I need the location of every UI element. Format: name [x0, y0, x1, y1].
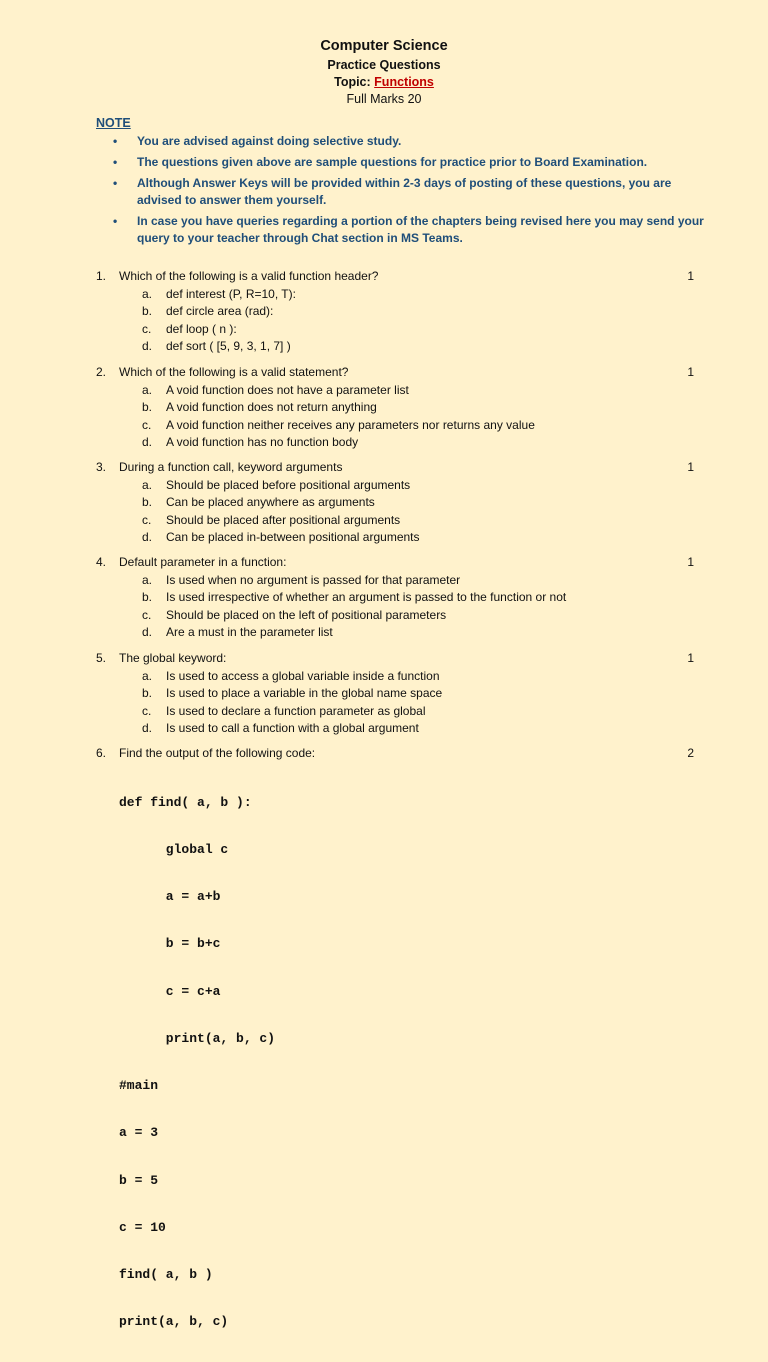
option-item: d. Is used to call a function with a global argument: [142, 721, 419, 736]
question-text: Find the output of the following code:: [119, 746, 316, 760]
option-item: c. Should be placed after positional arguments: [142, 512, 401, 527]
note-item: • The questions given above are sample questions for practice prior to Board Examination.: [113, 155, 648, 169]
option-item: b. Can be placed anywhere as arguments: [142, 495, 375, 510]
option-list: [142, 572, 662, 642]
question-text: Which of the following is a valid function header?: [119, 269, 379, 283]
question-number: 1.: [96, 269, 107, 283]
note-heading: NOTE: [96, 116, 131, 130]
option-item: b. Is used to place a variable in the global name space: [142, 686, 443, 701]
topic-label: Topic:: [334, 75, 371, 89]
option-item: a. Is used to access a global variable inside a function: [142, 668, 440, 683]
option-list: [142, 477, 662, 547]
code-line: b = b+c: [119, 936, 221, 952]
bullet-icon: •: [113, 214, 118, 228]
option-list: [142, 382, 662, 452]
note-item: • In case you have queries regarding a portion of the chapters being revised here you may send your query to your teacher through Chat section in MS Teams.: [113, 214, 704, 245]
option-item: c. def loop ( n ):: [142, 321, 237, 336]
question-marks: 1: [687, 460, 694, 474]
full-marks: Full Marks 20: [346, 92, 422, 106]
question-marks: 1: [687, 651, 694, 665]
code-line: print(a, b, c): [119, 1314, 229, 1330]
document-title: Computer Science: [320, 38, 448, 54]
question-marks: 1: [687, 555, 694, 569]
document-subtitle: Practice Questions: [327, 58, 441, 72]
option-item: b. A void function does not return anything: [142, 400, 377, 415]
option-list: [142, 668, 662, 738]
question-number: 6.: [96, 746, 107, 760]
bullet-icon: •: [113, 155, 118, 169]
option-item: c. Should be placed on the left of positional parameters: [142, 607, 447, 622]
document-header: [0, 36, 768, 108]
code-line: c = c+a: [119, 983, 221, 999]
note-item: • You are advised against doing selective study.: [113, 134, 402, 148]
question-text: Default parameter in a function:: [119, 555, 287, 569]
note-list: [96, 133, 706, 247]
option-item: a. Should be placed before positional arguments: [142, 477, 411, 492]
option-item: b. Is used irrespective of whether an argument is passed to the function or not: [142, 590, 567, 605]
question-text: The global keyword:: [119, 651, 227, 665]
option-item: d. A void function has no function body: [142, 435, 359, 450]
question-number: 3.: [96, 460, 107, 474]
code-block: [119, 763, 275, 1362]
code-line: #main: [119, 1078, 159, 1093]
question-number: 2.: [96, 365, 107, 379]
code-line: print(a, b, c): [119, 1030, 276, 1046]
option-item: b. def circle area (rad):: [142, 304, 274, 319]
note-item: • Although Answer Keys will be provided within 2-3 days of posting of these questions, you are advised to answer them yourself.: [113, 176, 672, 207]
option-item: c. A void function neither receives any parameters nor returns any value: [142, 417, 535, 432]
question-text: During a function call, keyword arguments: [119, 460, 343, 474]
code-line: a = a+b: [119, 889, 221, 904]
question-marks: 1: [687, 269, 694, 283]
option-item: d. Can be placed in-between positional arguments: [142, 530, 420, 545]
option-list: [142, 286, 662, 356]
option-item: a. Is used when no argument is passed for that parameter: [142, 572, 461, 587]
option-item: a. def interest (P, R=10, T):: [142, 286, 296, 301]
bullet-icon: •: [113, 176, 118, 190]
topic-line: [0, 74, 768, 91]
code-line: def find( a, b ):: [119, 794, 252, 810]
code-line: global c: [119, 841, 229, 857]
question-marks: 1: [687, 365, 694, 379]
option-item: d. Are a must in the parameter list: [142, 625, 333, 640]
question-marks: 2: [687, 746, 694, 760]
code-line: a = 3: [119, 1125, 159, 1141]
question-number: 5.: [96, 651, 107, 665]
option-item: c. Is used to declare a function parameter as global: [142, 703, 426, 718]
option-item: a. A void function does not have a parameter list: [142, 382, 409, 397]
code-line: find( a, b ): [119, 1267, 213, 1282]
bullet-icon: •: [113, 134, 118, 148]
question-text: Which of the following is a valid statement?: [119, 365, 349, 379]
question-number: 4.: [96, 555, 107, 569]
code-line: b = 5: [119, 1172, 159, 1188]
topic-name: Functions: [374, 75, 434, 89]
code-line: c = 10: [119, 1219, 166, 1235]
option-item: d. def sort ( [5, 9, 3, 1, 7] ): [142, 339, 291, 354]
note-section: [96, 115, 706, 251]
